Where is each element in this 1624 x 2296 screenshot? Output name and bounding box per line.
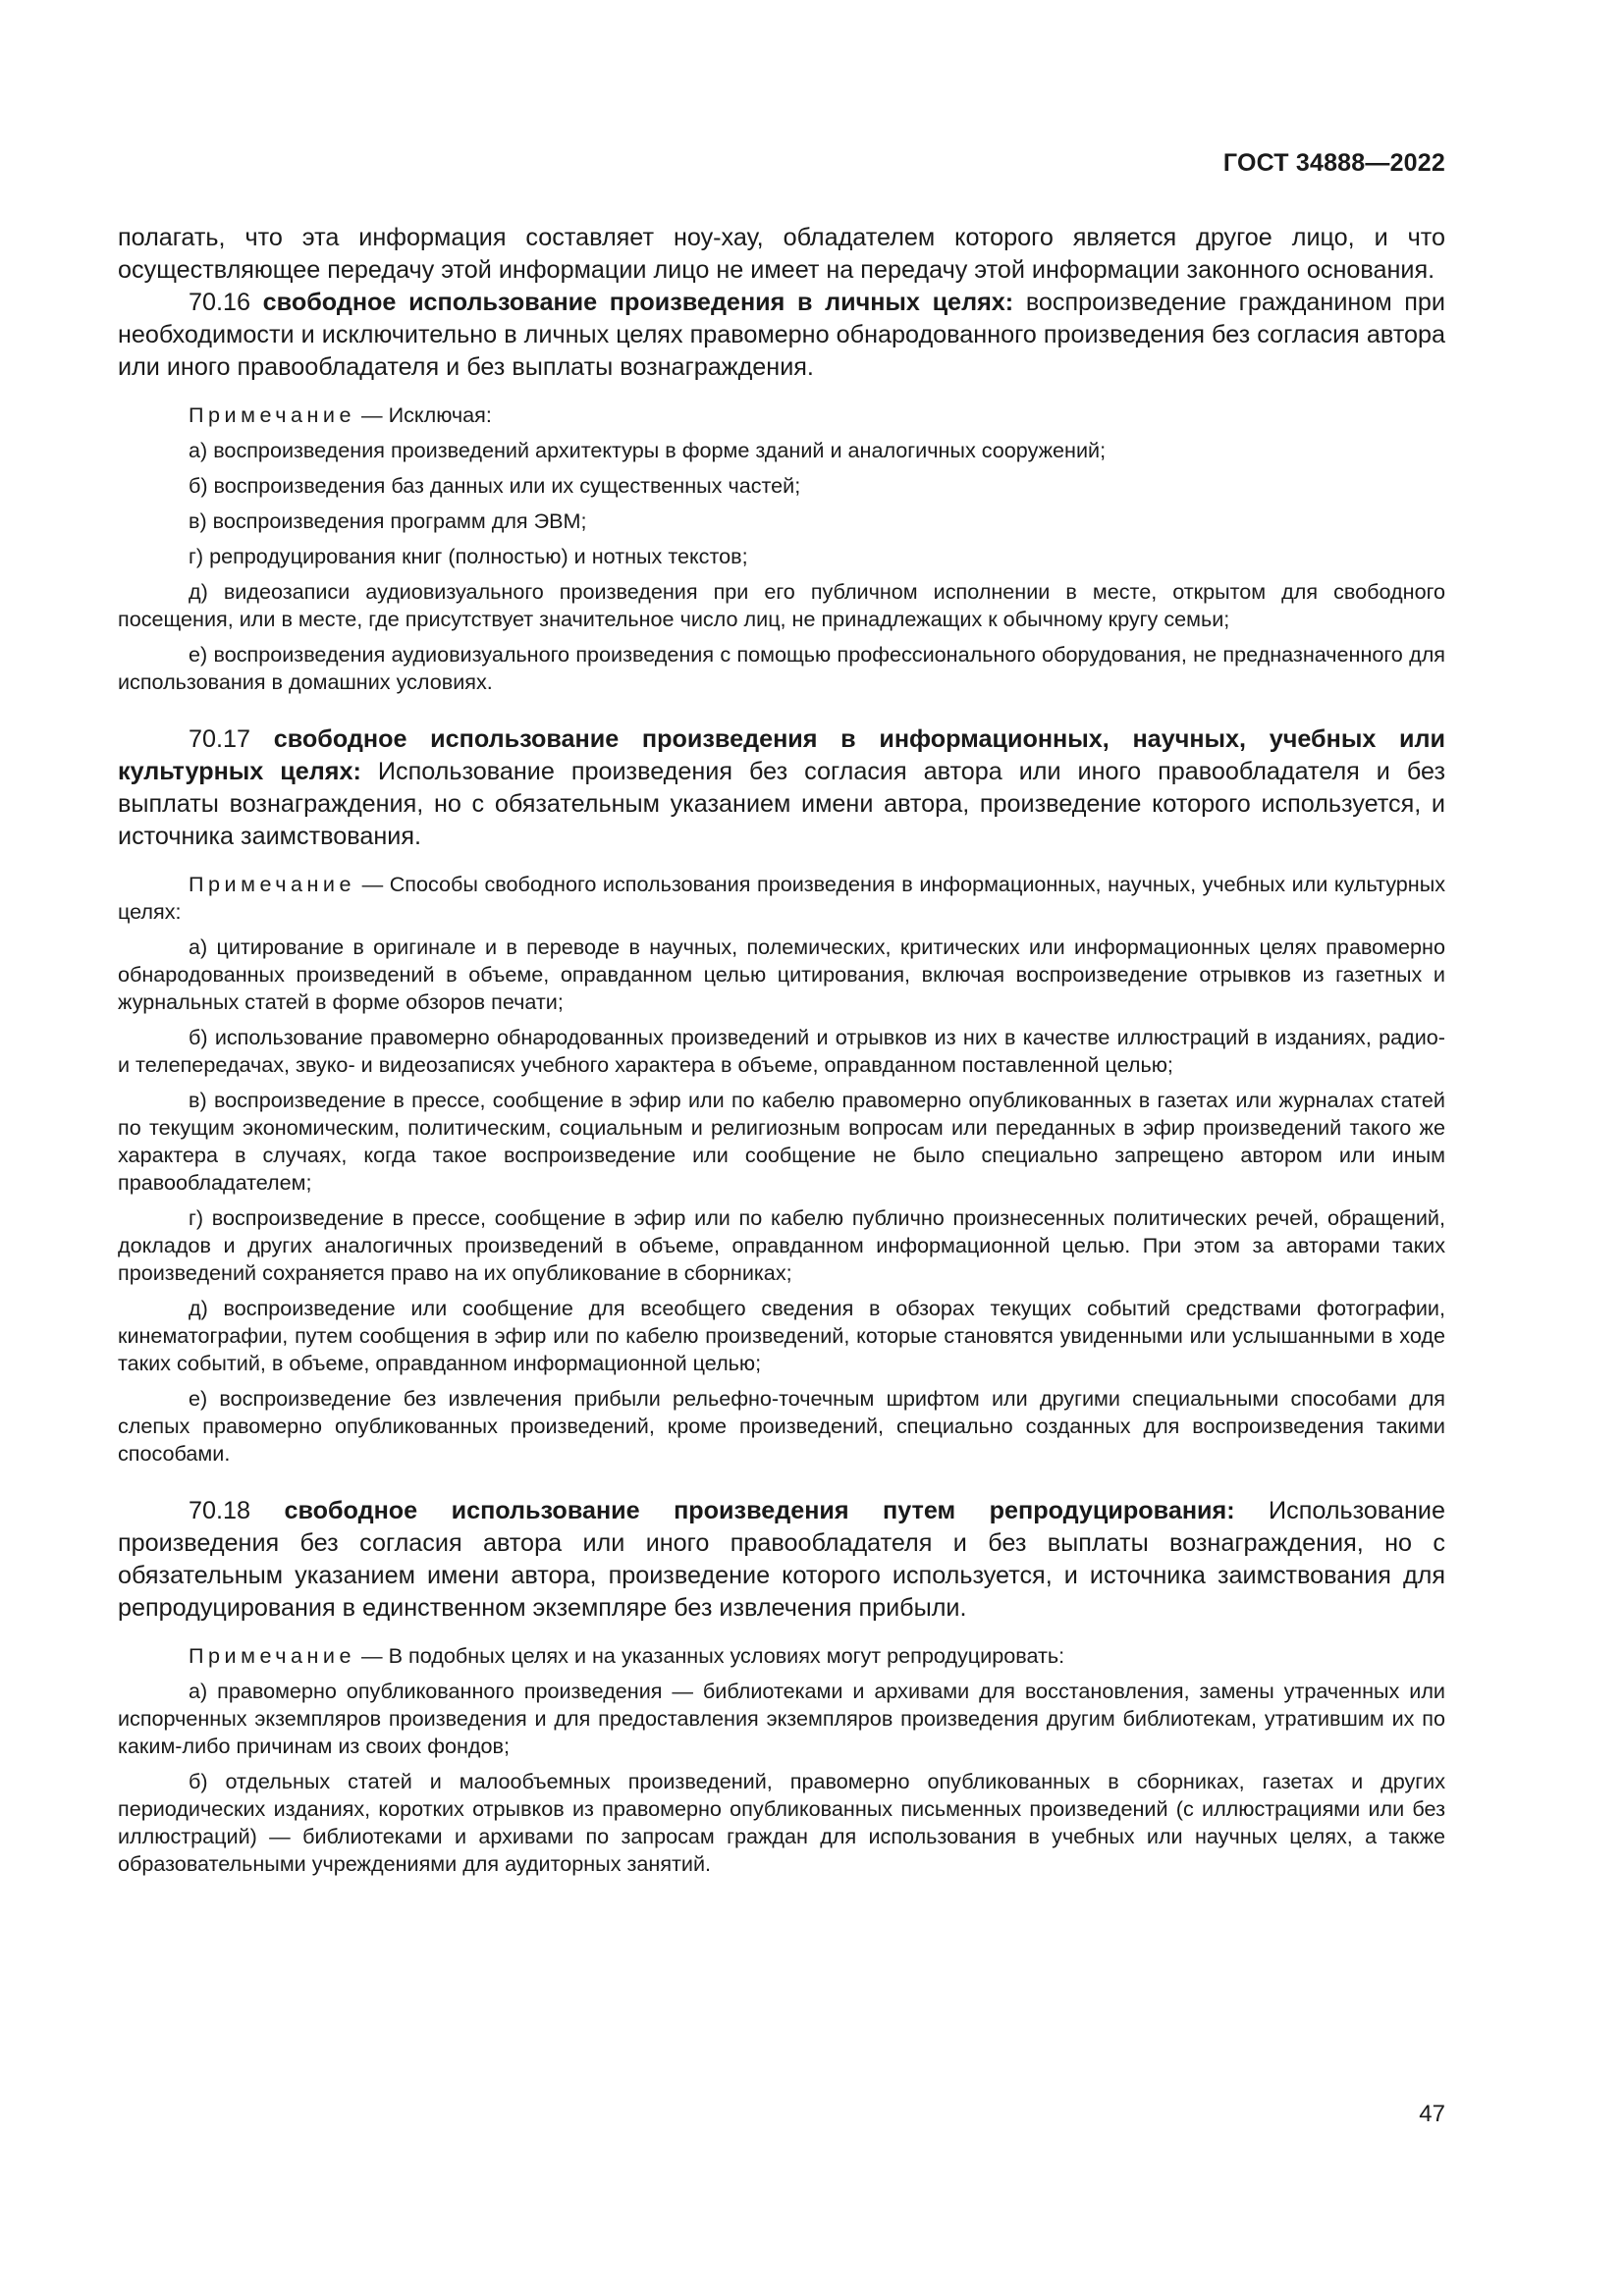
- clause-number: 70.18: [189, 1497, 251, 1524]
- note-item: в) воспроизведения программ для ЭВМ;: [189, 508, 587, 533]
- note-label: Примечание: [189, 402, 355, 427]
- document-code-header: ГОСТ 34888—2022: [1222, 149, 1445, 177]
- clause-definition: воспроизведение гражданином при необходимости и исключительно в личных целях правомерно обнародованного произведения без согласия автора или иного правообладателя и без выплаты вознаграждения.: [118, 289, 1445, 381]
- note-text: — В подобных целях и на указанных условиях могут репродуцировать:: [361, 1643, 1065, 1668]
- note-text: — Способы свободного использования произведения в информационных, научных, учебных или культурных целях:: [118, 872, 1446, 924]
- clause-term: свободное использование произведения в информационных, научных, учебных или культурных целях:: [118, 725, 1445, 785]
- note-text: — Исключая:: [361, 402, 492, 427]
- note-item: а) воспроизведения произведений архитектуры в форме зданий и аналогичных сооружений;: [189, 438, 1107, 462]
- note-item: г) воспроизведение в прессе, сообщение в эфир или по кабелю публично произнесенных политических речей, обращений, докладов и других аналогичных произведений в объеме, оправданном информационной целью. При этом за авторами таких произведений сохраняется право на их опубликование в сборниках;: [118, 1205, 1445, 1285]
- intro-paragraph: полагать, что эта информация составляет ноу-хау, обладателем которого является другое лицо, и что осуществляющее передачу этой информации лицо не имеет на передачу этой информации законного основания.: [118, 224, 1445, 284]
- note-item: б) воспроизведения баз данных или их существенных частей;: [189, 473, 801, 498]
- clause-number: 70.17: [189, 725, 251, 753]
- note-item: г) репродуцирования книг (полностью) и нотных текстов;: [189, 544, 748, 568]
- document-page: [118, 0, 1445, 2296]
- clause-term: свободное использование произведения путем репродуцирования:: [284, 1497, 1235, 1524]
- clause-number: 70.16: [189, 289, 251, 316]
- clause-term: свободное использование произведения в личных целях:: [262, 289, 1014, 316]
- note-item: в) воспроизведение в прессе, сообщение в эфир или по кабелю правомерно опубликованных в газетах или журналах статей по текущим экономическим, политическим, социальным и религиозным вопросам или переданных в эфир произведений такого же характера в случаях, когда такое воспроизведение или сообщение не было специально запрещено автором или иным правообладателем;: [118, 1088, 1445, 1195]
- page-number: 47: [1419, 2101, 1445, 2127]
- note-item: б) использование правомерно обнародованных произведений и отрывков из них в качестве иллюстраций в изданиях, радио- и телепередачах, звуко- и видеозаписях учебного характера в объеме, оправданном поставленной целью;: [118, 1025, 1445, 1077]
- note-label: Примечание: [189, 1643, 355, 1668]
- note-70-18: [118, 1642, 1445, 1670]
- note-item: д) видеозаписи аудиовизуального произведения при его публичном исполнении в месте, открытом для свободного посещения, или в месте, где присутствует значительное число лиц, не принадлежащих к обычному кругу семьи;: [118, 579, 1445, 631]
- note-item: а) цитирование в оригинале и в переводе в научных, полемических, критических или информационных целях правомерно обнародованных произведений в объеме, оправданном целью цитирования, включая воспроизведение отрывков из газетных и журнальных статей в форме обзоров печати;: [118, 934, 1445, 1014]
- note-item: а) правомерно опубликованного произведения — библиотеками и архивами для восстановления, замены утраченных или испорченных экземпляров произведения и для предоставления экземпляров произведения другим библиотекам, утратившим их по каким-либо причинам из своих фондов;: [118, 1679, 1445, 1758]
- note-item: д) воспроизведение или сообщение для всеобщего сведения в обзорах текущих событий средствами фотографии, кинематографии, путем сообщения в эфир или по кабелю произведений, которые становятся увиденными или услышанными в ходе таких событий, в объеме, оправданном информационной целью;: [118, 1296, 1445, 1375]
- document-body: [118, 222, 1445, 1878]
- clause-70-16: [118, 287, 1445, 384]
- clause-definition: Использование произведения без согласия автора или иного правообладателя и без выплаты вознаграждения, но с обязательным указанием имени автора, произведение которого используется, и источника заимствования.: [118, 758, 1445, 850]
- note-70-16: [118, 401, 1445, 429]
- note-item: е) воспроизведение без извлечения прибыли рельефно-точечным шрифтом или другими специальными способами для слепых правомерно опубликованных произведений, кроме произведений, специально созданных для воспроизведения такими способами.: [118, 1386, 1445, 1466]
- note-label: Примечание: [189, 872, 355, 896]
- clause-70-17: [118, 723, 1445, 853]
- note-item: б) отдельных статей и малообъемных произведений, правомерно опубликованных в сборниках, газетах и других периодических изданиях, коротких отрывков из правомерно опубликованных письменных произведений (с иллюстрациями или без иллюстраций) — библиотеками и архивами по запросам граждан для использования в учебных или научных целях, а также образовательными учреждениями для аудиторных занятий.: [118, 1769, 1445, 1876]
- note-item: е) воспроизведения аудиовизуального произведения с помощью профессионального оборудования, не предназначенного для использования в домашних условиях.: [118, 642, 1445, 694]
- clause-70-18: [118, 1495, 1445, 1625]
- note-70-17: [118, 871, 1445, 926]
- clause-definition: Использование произведения без согласия автора или иного правообладателя и без выплаты вознаграждения, но с обязательным указанием имени автора, произведение которого используется, и источника заимствования для репродуцирования в единственном экземпляре без извлечения прибыли.: [118, 1497, 1446, 1622]
